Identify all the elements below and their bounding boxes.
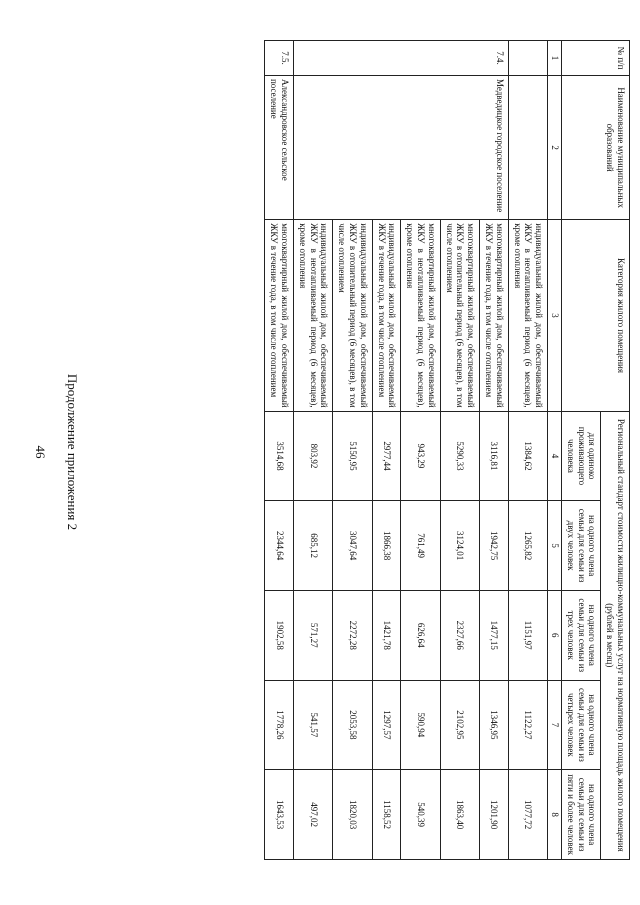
table-row xyxy=(265,41,294,860)
header-standard: Региональный стандарт стоимости жилищно-коммунальных услуг на нормативную площадь жилого помещения (рублей в месяц) xyxy=(601,411,630,859)
row-value: 1077,72 xyxy=(508,770,547,860)
row-value: 3514,68 xyxy=(265,411,294,501)
row-value: 1265,82 xyxy=(508,501,547,591)
row-value: 540,39 xyxy=(401,770,440,860)
housing-standard-table xyxy=(264,40,630,860)
row-value: 497,02 xyxy=(294,770,333,860)
row-value: 1778,26 xyxy=(265,680,294,770)
row-value: 1477,15 xyxy=(480,590,509,680)
table-row xyxy=(480,41,509,860)
column-number: 3 xyxy=(548,220,562,411)
column-number: 2 xyxy=(548,75,562,219)
row-num xyxy=(508,41,547,76)
row-value: 1942,75 xyxy=(480,501,509,591)
row-value: 1122,27 xyxy=(508,680,547,770)
header-sub-4: на одного члена семьи для семьи из четырех человек xyxy=(562,680,601,770)
row-value: 2344,64 xyxy=(265,501,294,591)
row-value: 1902,58 xyxy=(265,590,294,680)
row-value: 590,94 xyxy=(401,680,440,770)
row-value: 3124,01 xyxy=(440,501,479,591)
row-value: 2102,95 xyxy=(440,680,479,770)
row-value: 2053,58 xyxy=(333,680,372,770)
row-value: 1863,40 xyxy=(440,770,479,860)
rotated-table-container xyxy=(85,40,630,860)
header-sub-3: на одного члена семьи для семьи из трех человек xyxy=(562,590,601,680)
header-num: № п/п xyxy=(562,41,630,76)
row-value: 1201,90 xyxy=(480,770,509,860)
column-number: 8 xyxy=(548,770,562,860)
table-row xyxy=(508,41,547,860)
row-value: 3116,81 xyxy=(480,411,509,501)
column-number: 4 xyxy=(548,411,562,501)
row-value: 1297,57 xyxy=(372,680,401,770)
row-value: 943,29 xyxy=(401,411,440,501)
row-value: 5150,95 xyxy=(333,411,372,501)
row-value: 2977,44 xyxy=(372,411,401,501)
row-category: многоквартирный жилой дом, обеспечиваемый ЖКУ в течение года, в том числе отоплением xyxy=(480,220,509,411)
row-value: 1820,03 xyxy=(333,770,372,860)
row-value: 626,64 xyxy=(401,590,440,680)
row-value: 761,49 xyxy=(401,501,440,591)
row-value: 1158,52 xyxy=(372,770,401,860)
row-value: 3047,64 xyxy=(333,501,372,591)
row-category: индивидуальный жилой дом, обеспечиваемый ЖКУ в неотапливаемый период (6 месяцев), кроме отопления xyxy=(508,220,547,411)
row-value: 5290,33 xyxy=(440,411,479,501)
row-value: 2272,28 xyxy=(333,590,372,680)
appendix-header: Продолжение приложения 2 xyxy=(65,373,80,531)
header-category: Категория жилого помещения xyxy=(562,220,630,411)
column-number-row xyxy=(548,41,562,860)
row-value: 1866,38 xyxy=(372,501,401,591)
row-municipality: Александровское сельское поселение xyxy=(265,75,294,219)
row-category: многоквартирный жилой дом, обеспечиваемый ЖКУ в неотапливаемый период (6 месяцев), кроме отопления xyxy=(401,220,440,411)
column-number: 7 xyxy=(548,680,562,770)
row-category: многоквартирный жилой дом, обеспечиваемый ЖКУ в отопительный период (6 месяцев), в том числе отоплением xyxy=(440,220,479,411)
row-value: 1151,97 xyxy=(508,590,547,680)
row-value: 2327,66 xyxy=(440,590,479,680)
row-value: 1384,62 xyxy=(508,411,547,501)
row-category: индивидуальный жилой дом, обеспечиваемый ЖКУ в течение года, в том числе отоплением xyxy=(372,220,401,411)
header-municipality: Наименование муниципальных образований xyxy=(562,75,630,219)
page-number: 46 xyxy=(33,445,48,459)
header-sub-2: на одного члена семьи для семьи из двух человек xyxy=(562,501,601,591)
column-number: 6 xyxy=(548,590,562,680)
column-number: 1 xyxy=(548,41,562,76)
row-value: 541,57 xyxy=(294,680,333,770)
row-value: 1346,95 xyxy=(480,680,509,770)
row-municipality xyxy=(508,75,547,219)
row-num: 7.4. xyxy=(294,41,509,76)
header-sub-1: для одиноко проживающего человека xyxy=(562,411,601,501)
column-number: 5 xyxy=(548,501,562,591)
row-municipality: Медведицкое городское поселение xyxy=(294,75,509,219)
row-value: 571,27 xyxy=(294,590,333,680)
row-num: 7.5. xyxy=(265,41,294,76)
row-value: 1421,78 xyxy=(372,590,401,680)
row-value: 1643,53 xyxy=(265,770,294,860)
row-category: многоквартирный жилой дом, обеспечиваемый ЖКУ в течение года, в том числе отоплением xyxy=(265,220,294,411)
row-value: 685,12 xyxy=(294,501,333,591)
header-sub-5: на одного члена семьи для семьи из пяти и более человек xyxy=(562,770,601,860)
row-category: индивидуальный жилой дом, обеспечиваемый ЖКУ в отопительный период (6 месяцев), в том числе отоплением xyxy=(333,220,372,411)
row-value: 803,92 xyxy=(294,411,333,501)
row-category: индивидуальный жилой дом, обеспечиваемый ЖКУ в неотапливаемый период (6 месяцев), кроме отопления xyxy=(294,220,333,411)
